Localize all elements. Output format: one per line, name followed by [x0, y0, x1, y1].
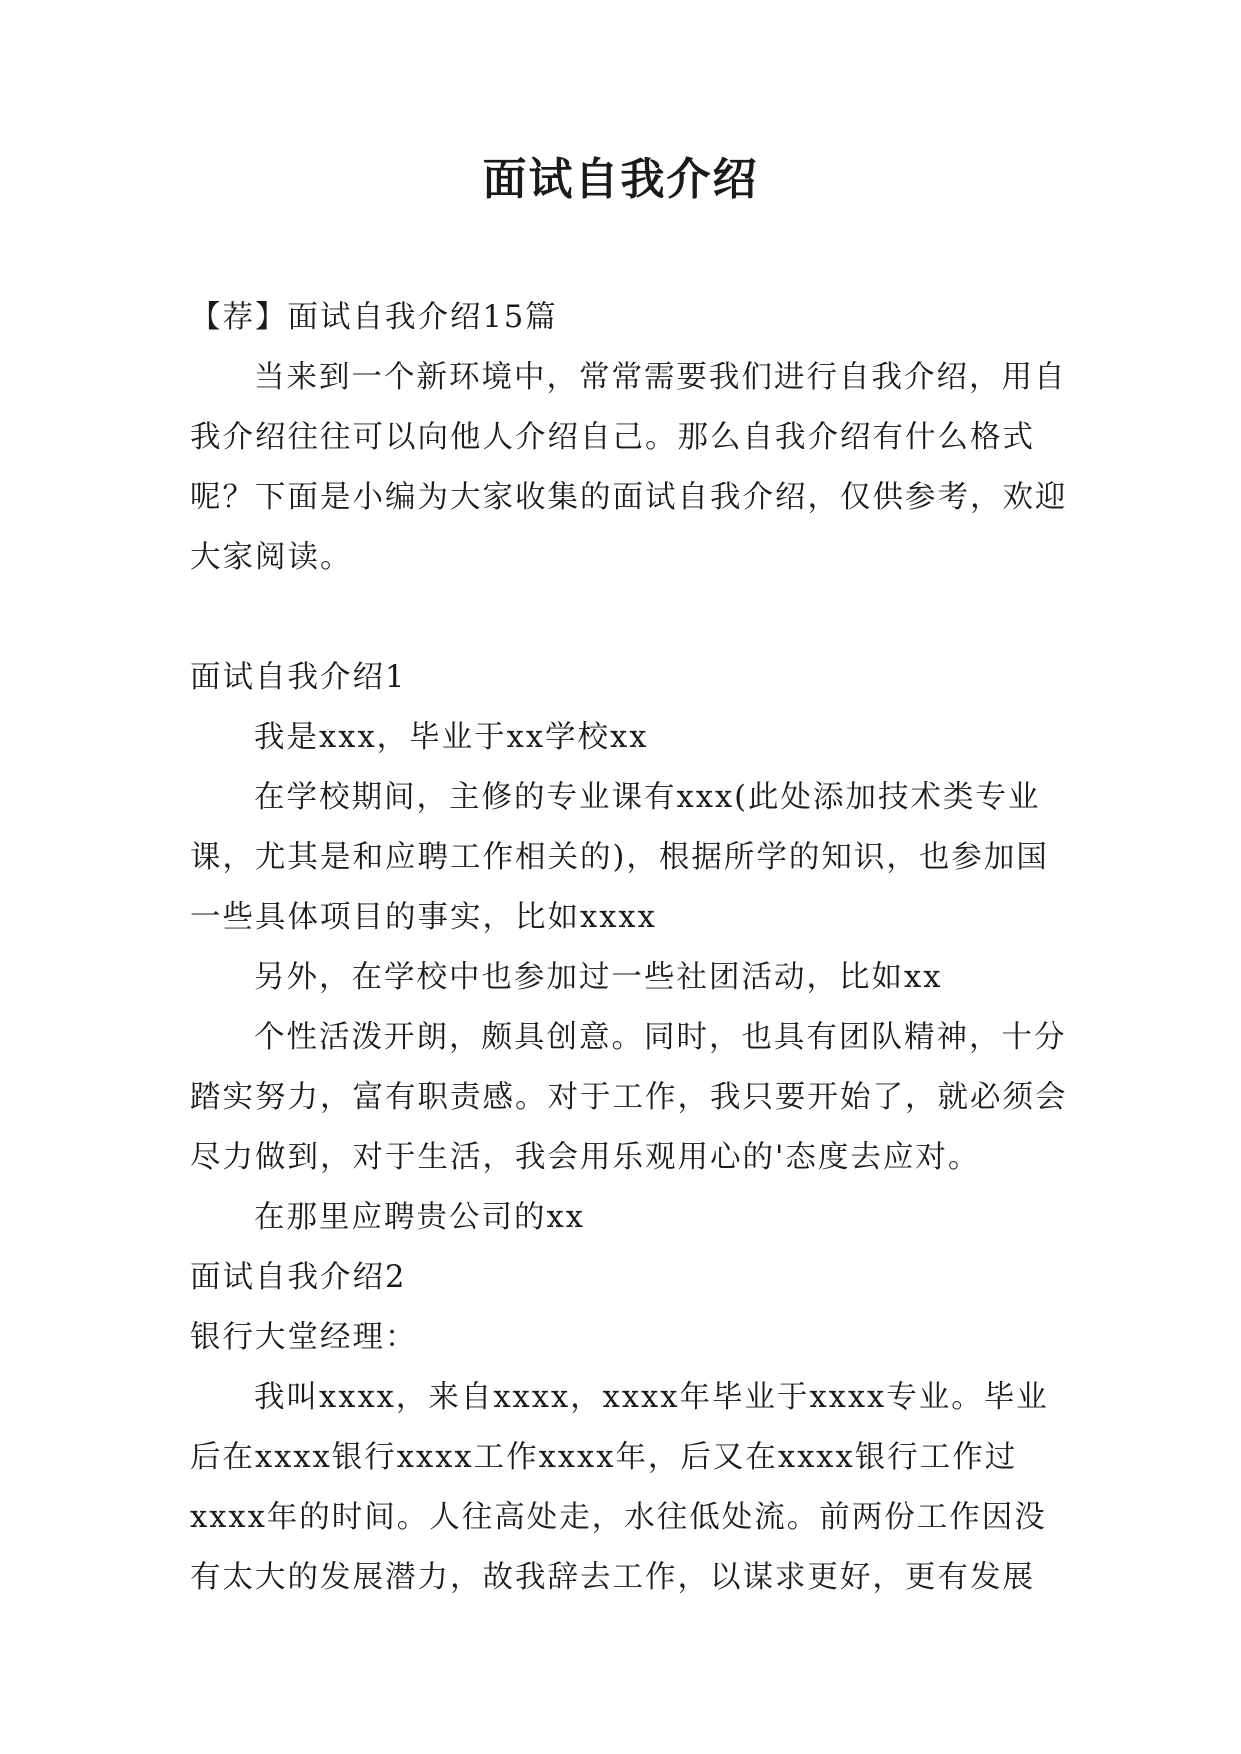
paragraph: 个性活泼开朗，颇具创意。同时，也具有团队精神，十分踏实努力，富有职责感。对于工作，我只要开始了，就必须会尽力做到，对于生活，我会用乐观用心的'态度去应对。: [190, 1020, 1068, 1175]
paragraph-gap: [190, 588, 1070, 648]
paragraph: 在那里应聘贵公司的xx: [254, 1200, 585, 1235]
section-heading-2: 面试自我介绍2: [190, 1260, 407, 1295]
intro-paragraph: 当来到一个新环境中，常常需要我们进行自我介绍，用自我介绍往往可以向他人介绍自己。那么自我介绍有什么格式呢？下面是小编为大家收集的面试自我介绍，仅供参考，欢迎大家阅读。: [190, 360, 1068, 575]
document-body: [190, 288, 1070, 1608]
section-heading-1: 面试自我介绍1: [190, 660, 407, 695]
role-label: 银行大堂经理：: [190, 1320, 418, 1355]
document-title: 面试自我介绍: [482, 154, 759, 205]
subtitle-line: 【荐】面试自我介绍15篇: [190, 300, 558, 335]
paragraph: 另外，在学校中也参加过一些社团活动，比如xx: [254, 960, 943, 995]
paragraph: 我叫xxxx，来自xxxx，xxxx年毕业于xxxx专业。毕业后在xxxx银行xxxx工作xxxx年，后又在xxxx银行工作过xxxx年的时间。人往高处走，水往低处流。前两份工作因没有太大的发展潜力，故我辞去工作，以谋求更好，更有发展: [190, 1380, 1049, 1595]
paragraph: 在学校期间，主修的专业课有xxx(此处添加技术类专业课，尤其是和应聘工作相关的)，根据所学的知识，也参加国一些具体项目的事实，比如xxxx: [190, 780, 1049, 935]
paragraph: 我是xxx，毕业于xx学校xx: [254, 720, 649, 755]
